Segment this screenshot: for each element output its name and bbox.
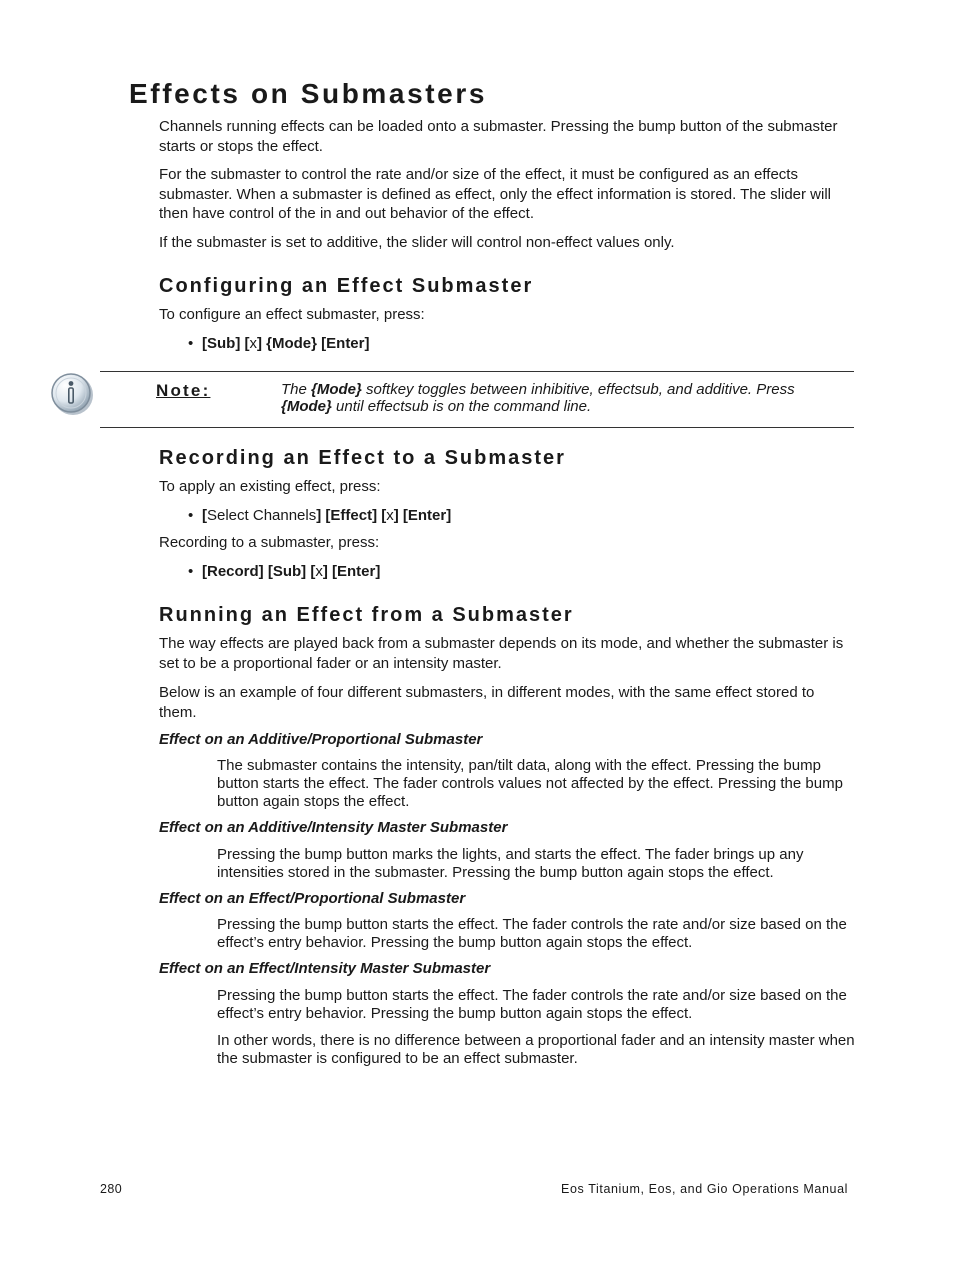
note-label: Note: bbox=[156, 381, 211, 400]
heading-running: Running an Effect from a Submaster bbox=[159, 604, 574, 626]
heading-recording: Recording an Effect to a Submaster bbox=[159, 447, 566, 469]
bullet-keys: ] [Enter] bbox=[393, 507, 452, 524]
bullet-x: x bbox=[386, 507, 394, 524]
running-paragraph-2: Below is an example of four different submasters, in different modes, with the same effect stored to them. bbox=[159, 684, 815, 721]
bullet-keys: [ bbox=[202, 507, 207, 524]
running-paragraph-1: The way effects are played back from a submaster depends on its mode, and whether the submaster is set to be a proportional fader or an intensity master. bbox=[159, 635, 844, 672]
bullet-keys: [Sub] [ bbox=[202, 335, 250, 352]
manual-title: Eos Titanium, Eos, and Gio Operations Manual bbox=[561, 1182, 848, 1196]
effect-intensity-text: Pressing the bump button starts the effect. The fader controls the rate and/or size based on the effect’s entry behavior. Pressing the bump button again stops the effect. bbox=[217, 987, 847, 1022]
note-fragment: The bbox=[281, 381, 312, 398]
bullet-keys: ] {Mode} [Enter] bbox=[256, 335, 370, 352]
configuring-bullet bbox=[188, 334, 369, 353]
additive-proportional-text: The submaster contains the intensity, pan/tilt data, along with the effect. Pressing the bump button starts the effect. The fader controls values not affected by the effect. Pressing the bump button again stops the effect. bbox=[217, 757, 843, 810]
bullet-select-channels: Select Channels bbox=[207, 507, 317, 524]
bullet-keys: [Record] [Sub] [ bbox=[202, 563, 316, 580]
bullet-keys: ] [Effect] [ bbox=[316, 507, 387, 524]
heading-configuring: Configuring an Effect Submaster bbox=[159, 275, 534, 297]
recording-text-2: Recording to a submaster, press: bbox=[159, 534, 380, 551]
intro-paragraph-1: Channels running effects can be loaded onto a submaster. Pressing the bump button of the submaster starts or stops the effect. bbox=[159, 118, 838, 155]
bullet-x: x bbox=[249, 335, 257, 352]
recording-text-1: To apply an existing effect, press: bbox=[159, 478, 381, 495]
effect-proportional-text: Pressing the bump button starts the effect. The fader controls the rate and/or size based on the effect’s entry behavior. Pressing the bump button again stops the effect. bbox=[217, 916, 847, 951]
page-number: 280 bbox=[100, 1182, 123, 1196]
mode-softkey: {Mode} bbox=[281, 398, 332, 415]
bullet-dot: • bbox=[188, 335, 194, 352]
info-icon bbox=[49, 370, 95, 416]
note-bottom-rule bbox=[100, 427, 854, 428]
intro-paragraph-2: For the submaster to control the rate and/or size of the effect, it must be configured as an effects submaster. When a submaster is defined as effect, only the effect information is stored. The slider will then have control of the in and out behavior of the effect. bbox=[159, 166, 831, 222]
note-fragment: until effectsub is on the command line. bbox=[331, 398, 592, 415]
bullet-x: x bbox=[315, 563, 323, 580]
configuring-text: To configure an effect submaster, press: bbox=[159, 306, 425, 323]
bullet-dot: • bbox=[188, 563, 194, 580]
note-top-rule bbox=[100, 371, 854, 372]
recording-bullet-2 bbox=[188, 562, 380, 581]
subheading-effect-intensity: Effect on an Effect/Intensity Master Submaster bbox=[159, 960, 491, 977]
subheading-additive-proportional: Effect on an Additive/Proportional Submaster bbox=[159, 731, 483, 748]
subheading-effect-proportional: Effect on an Effect/Proportional Submaster bbox=[159, 890, 466, 907]
mode-softkey: {Mode} bbox=[311, 381, 362, 398]
page-title: Effects on Submasters bbox=[129, 78, 488, 109]
intro-paragraph-3: If the submaster is set to additive, the slider will control non-effect values only. bbox=[159, 234, 675, 251]
bullet-dot: • bbox=[188, 507, 194, 524]
note-text bbox=[281, 381, 846, 415]
effect-intensity-text-2: In other words, there is no difference between a proportional fader and an intensity master when the submaster is configured to be an effect submaster. bbox=[217, 1032, 855, 1067]
bullet-keys: ] [Enter] bbox=[322, 563, 381, 580]
subheading-additive-intensity: Effect on an Additive/Intensity Master Submaster bbox=[159, 819, 508, 836]
note-fragment: softkey toggles between inhibitive, effectsub, and additive. Press bbox=[361, 381, 795, 398]
additive-intensity-text: Pressing the bump button marks the lights, and starts the effect. The fader brings up any intensities stored in the submaster. Pressing the bump button again stops the effect. bbox=[217, 846, 804, 881]
recording-bullet-1 bbox=[188, 506, 451, 525]
